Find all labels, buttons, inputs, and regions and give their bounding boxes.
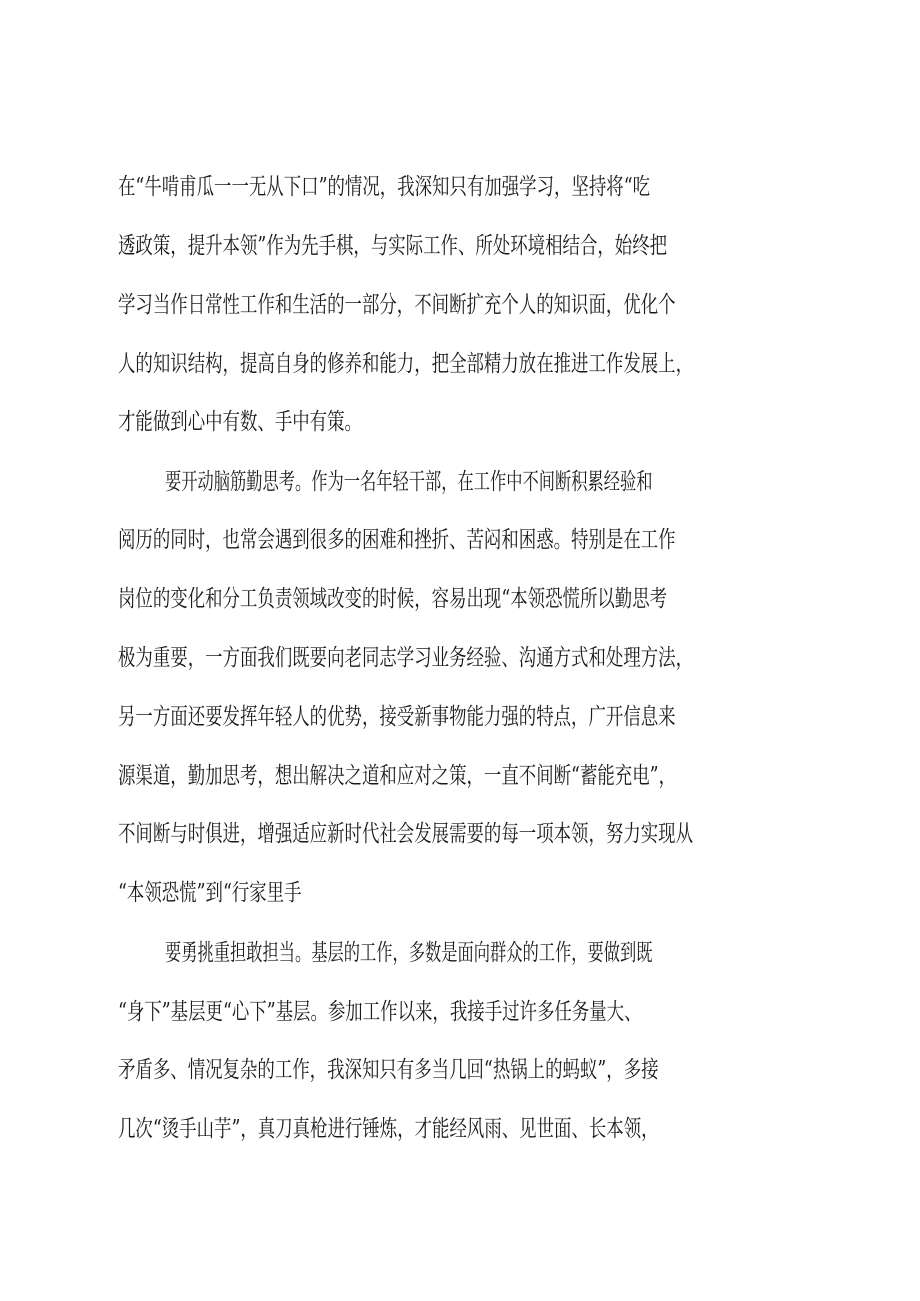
text-line: 学习当作日常性工作和生活的一部分，不间断扩充个人的知识面，优化个 xyxy=(118,292,676,318)
text-line: 矛盾多、情况复杂的工作，我深知只有多当几回“热锅上的蚂蚁”，多接 xyxy=(118,1057,659,1083)
text-line: 阅历的同时，也常会遇到很多的困难和挫折、苦闷和困惑。特别是在工作 xyxy=(118,527,676,553)
text-line: 透政策，提升本领”作为先手棋，与实际工作、所处环境相结合，始终把 xyxy=(118,233,668,259)
text-line: “本领恐慌”到“行家里手 xyxy=(118,880,302,906)
text-line: 要勇挑重担敢担当。基层的工作，多数是面向群众的工作，要做到既 xyxy=(165,940,653,966)
text-line: 极为重要，一方面我们既要向老同志学习业务经验、沟通方式和处理方法， xyxy=(118,645,694,671)
text-line: 岗位的变化和分工负责领域改变的时候，容易出现“本领恐慌所以勤思考 xyxy=(118,586,668,612)
text-line: “身下”基层更“心下”基层。参加工作以来，我接手过许多任务量大、 xyxy=(118,999,642,1025)
text-line: 几次“烫手山芋”，真刀真枪进行锤炼，才能经风雨、见世面、长本领， xyxy=(118,1116,659,1142)
text-line: 不间断与时俱进，增强适应新时代社会发展需要的每一项本领，努力实现从 xyxy=(118,821,694,847)
text-line: 另一方面还要发挥年轻人的优势，接受新事物能力强的特点，广开信息来 xyxy=(118,704,676,730)
text-line: 在“牛啃甫瓜一一无从下口”的情况，我深知只有加强学习，坚持将“吃 xyxy=(118,174,651,200)
text-line: 人的知识结构，提高自身的修养和能力，把全部精力放在推进工作发展上， xyxy=(118,351,694,377)
text-line: 源渠道，勤加思考，想出解决之道和应对之策，一直不间断“蓄能充电”， xyxy=(118,763,677,789)
text-line: 才能做到心中有数、手中有策。 xyxy=(118,409,362,435)
text-line: 要开动脑筋勤思考。作为一名年轻干部，在工作中不间断积累经验和 xyxy=(165,469,653,495)
